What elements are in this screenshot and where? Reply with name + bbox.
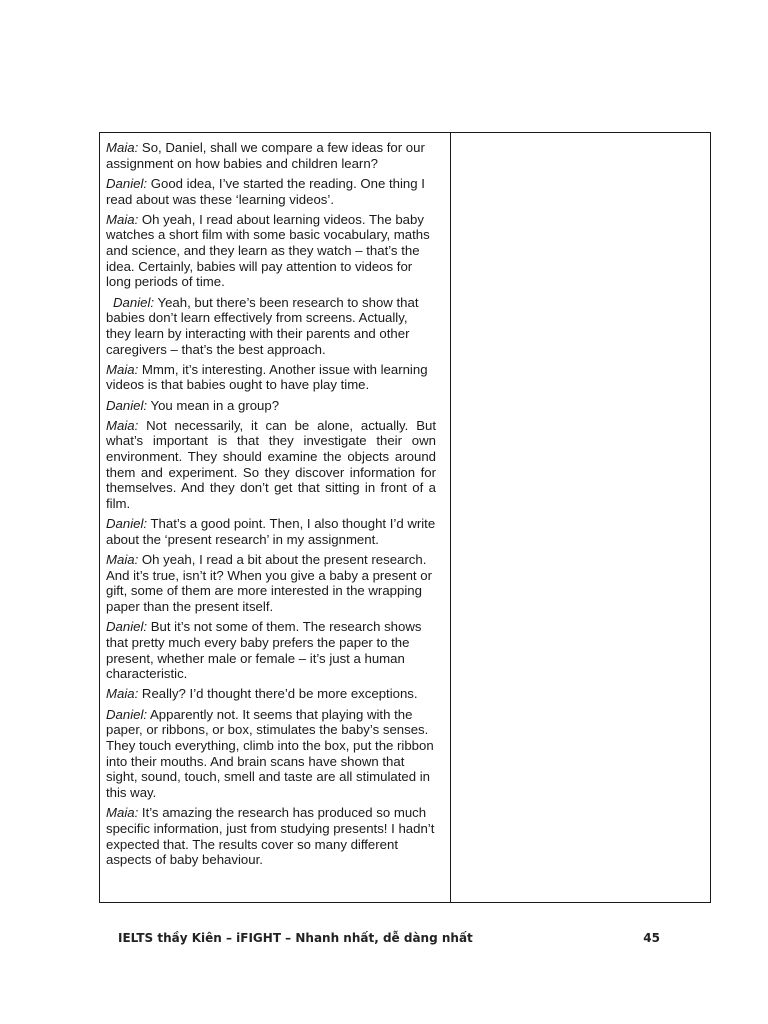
speaker-label: Maia: <box>106 211 139 227</box>
dialogue-text: So, Daniel, shall we compare a few ideas for our assignment on how babies and children learn? <box>106 140 425 171</box>
dialogue-text: Oh yeah, I read about learning videos. The baby watches a short film with some basic vocabulary, maths and science, and they learn as they watch – that’s the idea. Certainly, babies will pay attention to videos for long periods of time. <box>106 211 430 290</box>
dialogue-text: You mean in a group? <box>147 397 280 413</box>
dialogue-text: It’s amazing the research has produced so much specific information, just from studying presents! I hadn’t expected that. The results cover so many different aspects of baby behaviour. <box>106 805 435 868</box>
dialogue-text: Apparently not. It seems that playing with the paper, or ribbons, or box, stimulates the baby’s senses. They touch everything, climb into the box, put the ribbon into their mouths. And brain scans have shown that sight, sound, touch, smell and taste are all stimulated in this way. <box>106 706 434 801</box>
speaker-label: Daniel: <box>106 619 148 635</box>
dialogue-text: Oh yeah, I read a bit about the present research. And it’s true, isn’t it? When you give a baby a present or gift, some of them are more interested in the wrapping paper than the present itself. <box>106 552 432 615</box>
dialogue-text: Really? I’d thought there’d be more exceptions. <box>138 686 418 702</box>
speaker-label: Maia: <box>106 140 139 155</box>
transcript-column <box>100 133 451 902</box>
speaker-label: Maia: <box>106 417 139 433</box>
dialogue-turn <box>106 805 436 868</box>
dialogue-turn <box>106 516 436 547</box>
dialogue-turn <box>106 176 436 207</box>
speaker-label: Maia: <box>106 686 139 702</box>
notes-column <box>451 133 710 902</box>
dialogue-turn <box>106 295 436 358</box>
footer-title: IELTS thầy Kiên – iFIGHT – Nhanh nhất, dễ dàng nhất <box>118 931 473 945</box>
dialogue-turn <box>106 619 436 682</box>
page-footer <box>118 931 660 945</box>
speaker-label: Maia: <box>106 805 139 821</box>
speaker-label: Daniel: <box>106 397 148 413</box>
dialogue-turn <box>106 418 436 512</box>
dialogue-turn <box>106 707 436 801</box>
dialogue-text: Yeah, but there’s been research to show that babies don’t learn effectively from screens. Actually, they learn by interacting with their parents and other caregivers – that’s the best approach. <box>106 294 419 357</box>
dialogue-turn <box>106 362 436 393</box>
speaker-label: Daniel: <box>106 516 148 532</box>
dialogue-turn <box>106 212 436 291</box>
dialogue-turn <box>106 140 436 171</box>
dialogue-text: Not necessarily, it can be alone, actually. But what’s important is that they investigate their own environment. They should examine the objects around them and experiment. So they discover information for themselves. And they don’t get that sitting in front of a film. <box>106 417 436 512</box>
speaker-label: Daniel: <box>106 175 148 191</box>
speaker-label: Daniel: <box>106 706 148 722</box>
dialogue-turn <box>106 398 436 414</box>
page-number: 45 <box>643 931 660 945</box>
dialogue-turn <box>106 686 436 702</box>
speaker-label: Daniel: <box>113 294 155 310</box>
speaker-label: Maia: <box>106 361 139 377</box>
dialogue-text: That’s a good point. Then, I also thought I’d write about the ‘present research’ in my assignment. <box>106 516 436 547</box>
dialogue-text: Mmm, it’s interesting. Another issue with learning videos is that babies ought to have play time. <box>106 361 428 393</box>
dialogue-text: But it’s not some of them. The research shows that pretty much every baby prefers the paper to the present, whether male or female – it’s just a human characteristic. <box>106 619 422 682</box>
dialogue-text: Good idea, I’ve started the reading. One thing I read about was these ‘learning videos’. <box>106 175 425 207</box>
speaker-label: Maia: <box>106 552 139 567</box>
transcript-table <box>99 132 711 903</box>
dialogue-turn <box>106 552 436 615</box>
